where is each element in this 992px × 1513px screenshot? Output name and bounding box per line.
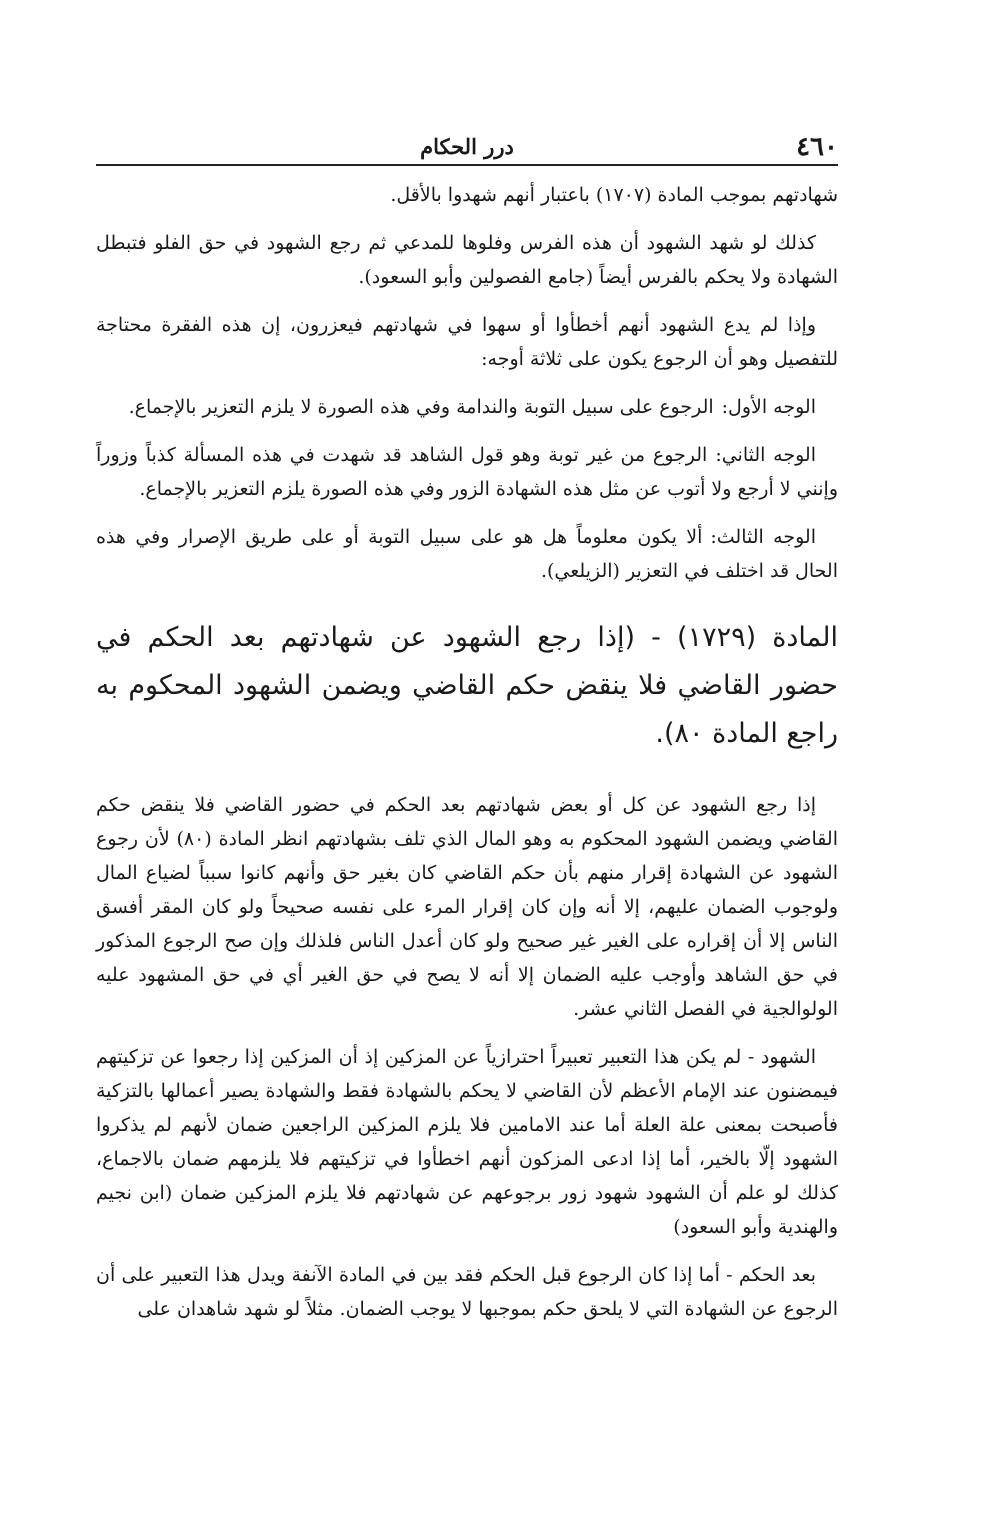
- paragraph: كذلك لو شهد الشهود أن هذه الفرس وفلوها للمدعي ثم رجع الشهود في حق الفلو فتبطل الشهادة ولا يحكم بالفرس أيضاً (جامع الفصولين وأبو السعود).: [96, 232, 838, 288]
- book-page: [96, 128, 838, 1340]
- paragraph: وإذا لم يدع الشهود أنهم أخطأوا أو سهوا في شهادتهم فيعزرون، إن هذه الفقرة محتاجة للتفصيل وهو أن الرجوع يكون على ثلاثة أوجه:: [96, 314, 838, 370]
- paragraph: شهادتهم بموجب المادة (١٧٠٧) باعتبار أنهم شهدوا بالأقل.: [390, 184, 838, 206]
- commentary-paragraph: إذا رجع الشهود عن كل أو بعض شهادتهم بعد الحكم في حضور القاضي فلا ينقض حكم القاضي ويضمن الشهود المحكوم به وهو المال الذي تلف بشهادتهم انظر المادة (٨٠) لأن رجوع الشهود عن الشهادة إقرار منهم بأن حكم القاضي كان بغير حق وأنهم كانوا سبباً لضياع المال ولوجوب الضمان عليهم، إلا أنه وإن كان إقرار المرء على نفسه صحيحاً ولو كان المقر أفسق الناس إلا أن إقراره على الغير غير صحيح ولو كان أعدل الناس فلذلك وإن صح الرجوع المذكور في حق الشاهد وأوجب عليه الضمان إلا أنه لا يصح في حق الغير أي في حق المشهود عليه الولوالجية في الفصل الثاني عشر.: [96, 794, 838, 1020]
- page-number: ٤٦٠: [796, 132, 838, 162]
- wajh-text: ألا يكون معلوماً هل هو على سبيل التوبة أو على طريق الإصرار وفي هذه الحال قد اختلف في التعزير (الزيلعي).: [96, 526, 838, 582]
- wajh-label: الوجه الثالث:: [710, 526, 816, 548]
- wajh-text: الرجوع من غير توبة وهو قول الشاهد قد شهدت في هذه المسألة كذباً وزوراً وإنني لا أرجع ولا أتوب عن مثل هذه الشهادة الزور وفي هذه الصورة يلزم التعزير بالإجماع.: [96, 444, 838, 500]
- commentary-paragraph: الشهود - لم يكن هذا التعبير تعبيراً احترازياً عن المزكين إذ أن المزكين إذا رجعوا عن تزكيتهم فيمضنون عند الإمام الأعظم لأن القاضي لا يحكم بالشهادة فقط والشهادة يصير أعمالها بالتزكية فأصبحت بمعنى علة العلة أما عند الامامين فلا يلزم المزكين الراجعين ضمان لأنهم لم يذكروا الشهود إلّا بالخير، أما إذا ادعى المزكون أنهم اخطأوا في تزكيتهم فلا يلزمهم ضمان بالاجماع، كذلك لو علم أن الشهود شهود زور برجوعهم عن شهادتهم فلا يلزم المزكين ضمان (ابن نجيم والهندية وأبو السعود): [96, 1046, 838, 1238]
- wajh-item: [96, 438, 838, 506]
- page-header: [96, 128, 838, 166]
- wajh-label: الوجه الأول:: [721, 396, 816, 418]
- wajh-label: الوجه الثاني:: [715, 444, 816, 466]
- wajh-item: [96, 390, 838, 424]
- page-body: [96, 178, 838, 1326]
- commentary-paragraph: بعد الحكم - أما إذا كان الرجوع قبل الحكم فقد بين في المادة الآنفة ويدل هذا التعبير على أن الرجوع عن الشهادة التي لا يلحق حكم بموجبها لا يوجب الضمان. مثلاً لو شهد شاهدان على: [96, 1264, 838, 1320]
- article-heading: المادة (١٧٢٩) - (إذا رجع الشهود عن شهادتهم بعد الحكم في حضور القاضي فلا ينقض حكم القاضي ويضمن الشهود المحكوم به راجع المادة ٨٠).: [96, 622, 838, 749]
- wajh-item: [96, 520, 838, 588]
- wajh-text: الرجوع على سبيل التوبة والندامة وفي هذه الصورة لا يلزم التعزير بالإجماع.: [128, 396, 714, 418]
- running-title: درر الحكام: [420, 134, 514, 159]
